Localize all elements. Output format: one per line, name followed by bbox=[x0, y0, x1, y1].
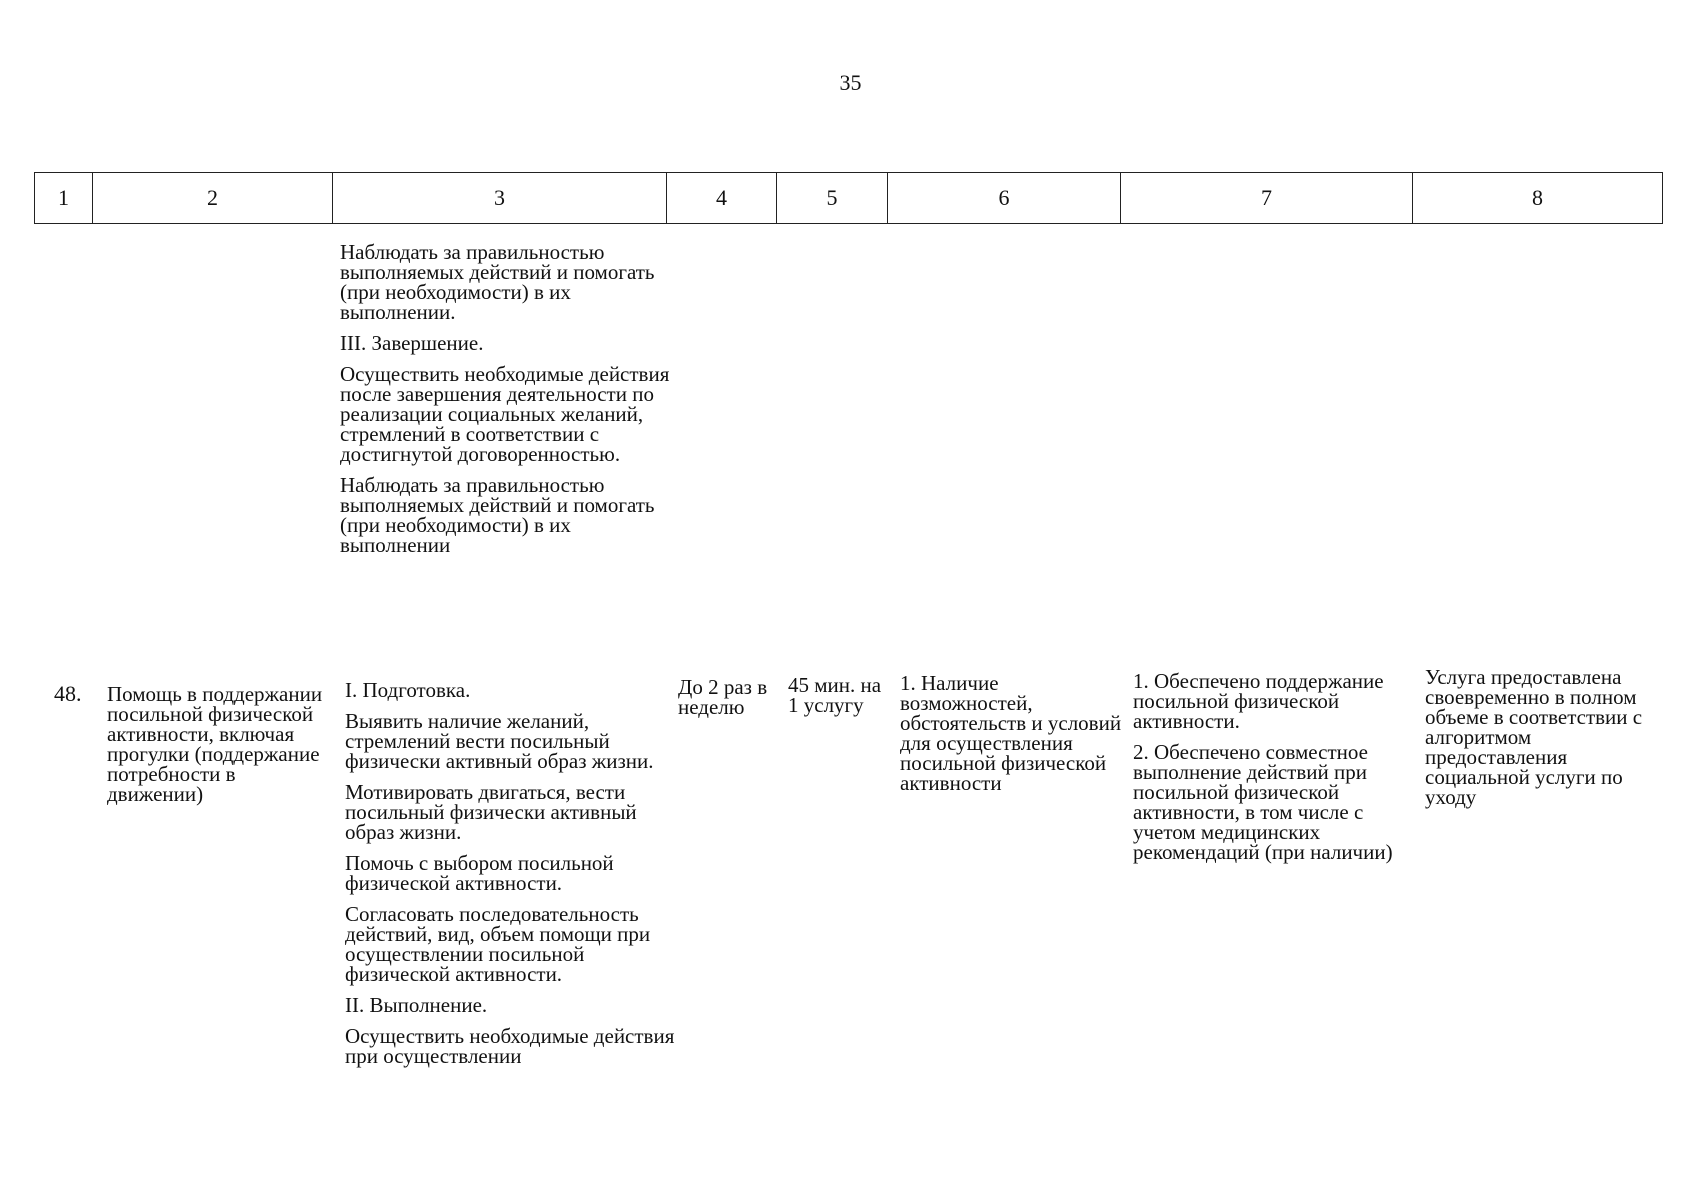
algorithm-paragraph: II. Выполнение. bbox=[345, 993, 488, 1017]
quality-cell: Услуга предоставлена своевременно в полном объеме в соответствии с алгоритмом предоставления социальной услуги по уходу bbox=[1425, 665, 1643, 809]
results-cell bbox=[1133, 671, 1415, 873]
algorithm-paragraph: Согласовать последовательность действий, вид, объем помощи при осуществлении посильной физической активности. bbox=[345, 902, 651, 986]
algorithm-paragraph: Осуществить необходимые действия при осуществлении bbox=[345, 1024, 675, 1068]
continuation-algorithm-cell bbox=[340, 242, 670, 566]
continuation-paragraph: III. Завершение. bbox=[340, 331, 484, 355]
duration-cell: 45 мин. на 1 услугу bbox=[788, 673, 882, 717]
header-col-6: 6 bbox=[888, 173, 1121, 224]
column-header-table bbox=[34, 172, 1663, 224]
header-col-4: 4 bbox=[667, 173, 777, 224]
conditions-cell: 1. Наличие возможностей, обстоятельств и условий для осуществления посильной физической активности bbox=[900, 671, 1122, 795]
algorithm-paragraph: Выявить наличие желаний, стремлений вести посильный физически активный образ жизни. bbox=[345, 709, 654, 773]
result-paragraph: 1. Обеспечено поддержание посильной физической активности. bbox=[1133, 669, 1384, 733]
header-col-3: 3 bbox=[333, 173, 667, 224]
header-col-2: 2 bbox=[93, 173, 333, 224]
frequency-cell: До 2 раз в неделю bbox=[678, 675, 768, 719]
algorithm-cell bbox=[345, 680, 675, 1077]
header-col-1: 1 bbox=[35, 173, 93, 224]
algorithm-paragraph: Помочь с выбором посильной физической активности. bbox=[345, 851, 614, 895]
header-col-5: 5 bbox=[777, 173, 888, 224]
continuation-paragraph: Осуществить необходимые действия после завершения деятельности по реализации социальных желаний, стремлений в соответствии с достигнутой договоренностью. bbox=[340, 362, 670, 466]
continuation-paragraph: Наблюдать за правильностью выполняемых действий и помогать (при необходимости) в их выполнении bbox=[340, 473, 655, 557]
algorithm-paragraph: Мотивировать двигаться, вести посильный физически активный образ жизни. bbox=[345, 780, 637, 844]
row-number: 48. bbox=[54, 681, 82, 706]
service-name: Помощь в поддержании посильной физической активности, включая прогулки (поддержание потребности в движении) bbox=[107, 682, 323, 806]
header-row bbox=[35, 173, 1663, 224]
continuation-paragraph: Наблюдать за правильностью выполняемых действий и помогать (при необходимости) в их выполнении. bbox=[340, 240, 655, 324]
header-col-7: 7 bbox=[1121, 173, 1413, 224]
header-col-8: 8 bbox=[1413, 173, 1663, 224]
result-paragraph: 2. Обеспечено совместное выполнение действий при посильной физической активности, в том числе с учетом медицинских рекомендаций (при наличии) bbox=[1133, 740, 1393, 864]
algorithm-paragraph: I. Подготовка. bbox=[345, 678, 471, 702]
page-number: 35 bbox=[839, 70, 862, 95]
